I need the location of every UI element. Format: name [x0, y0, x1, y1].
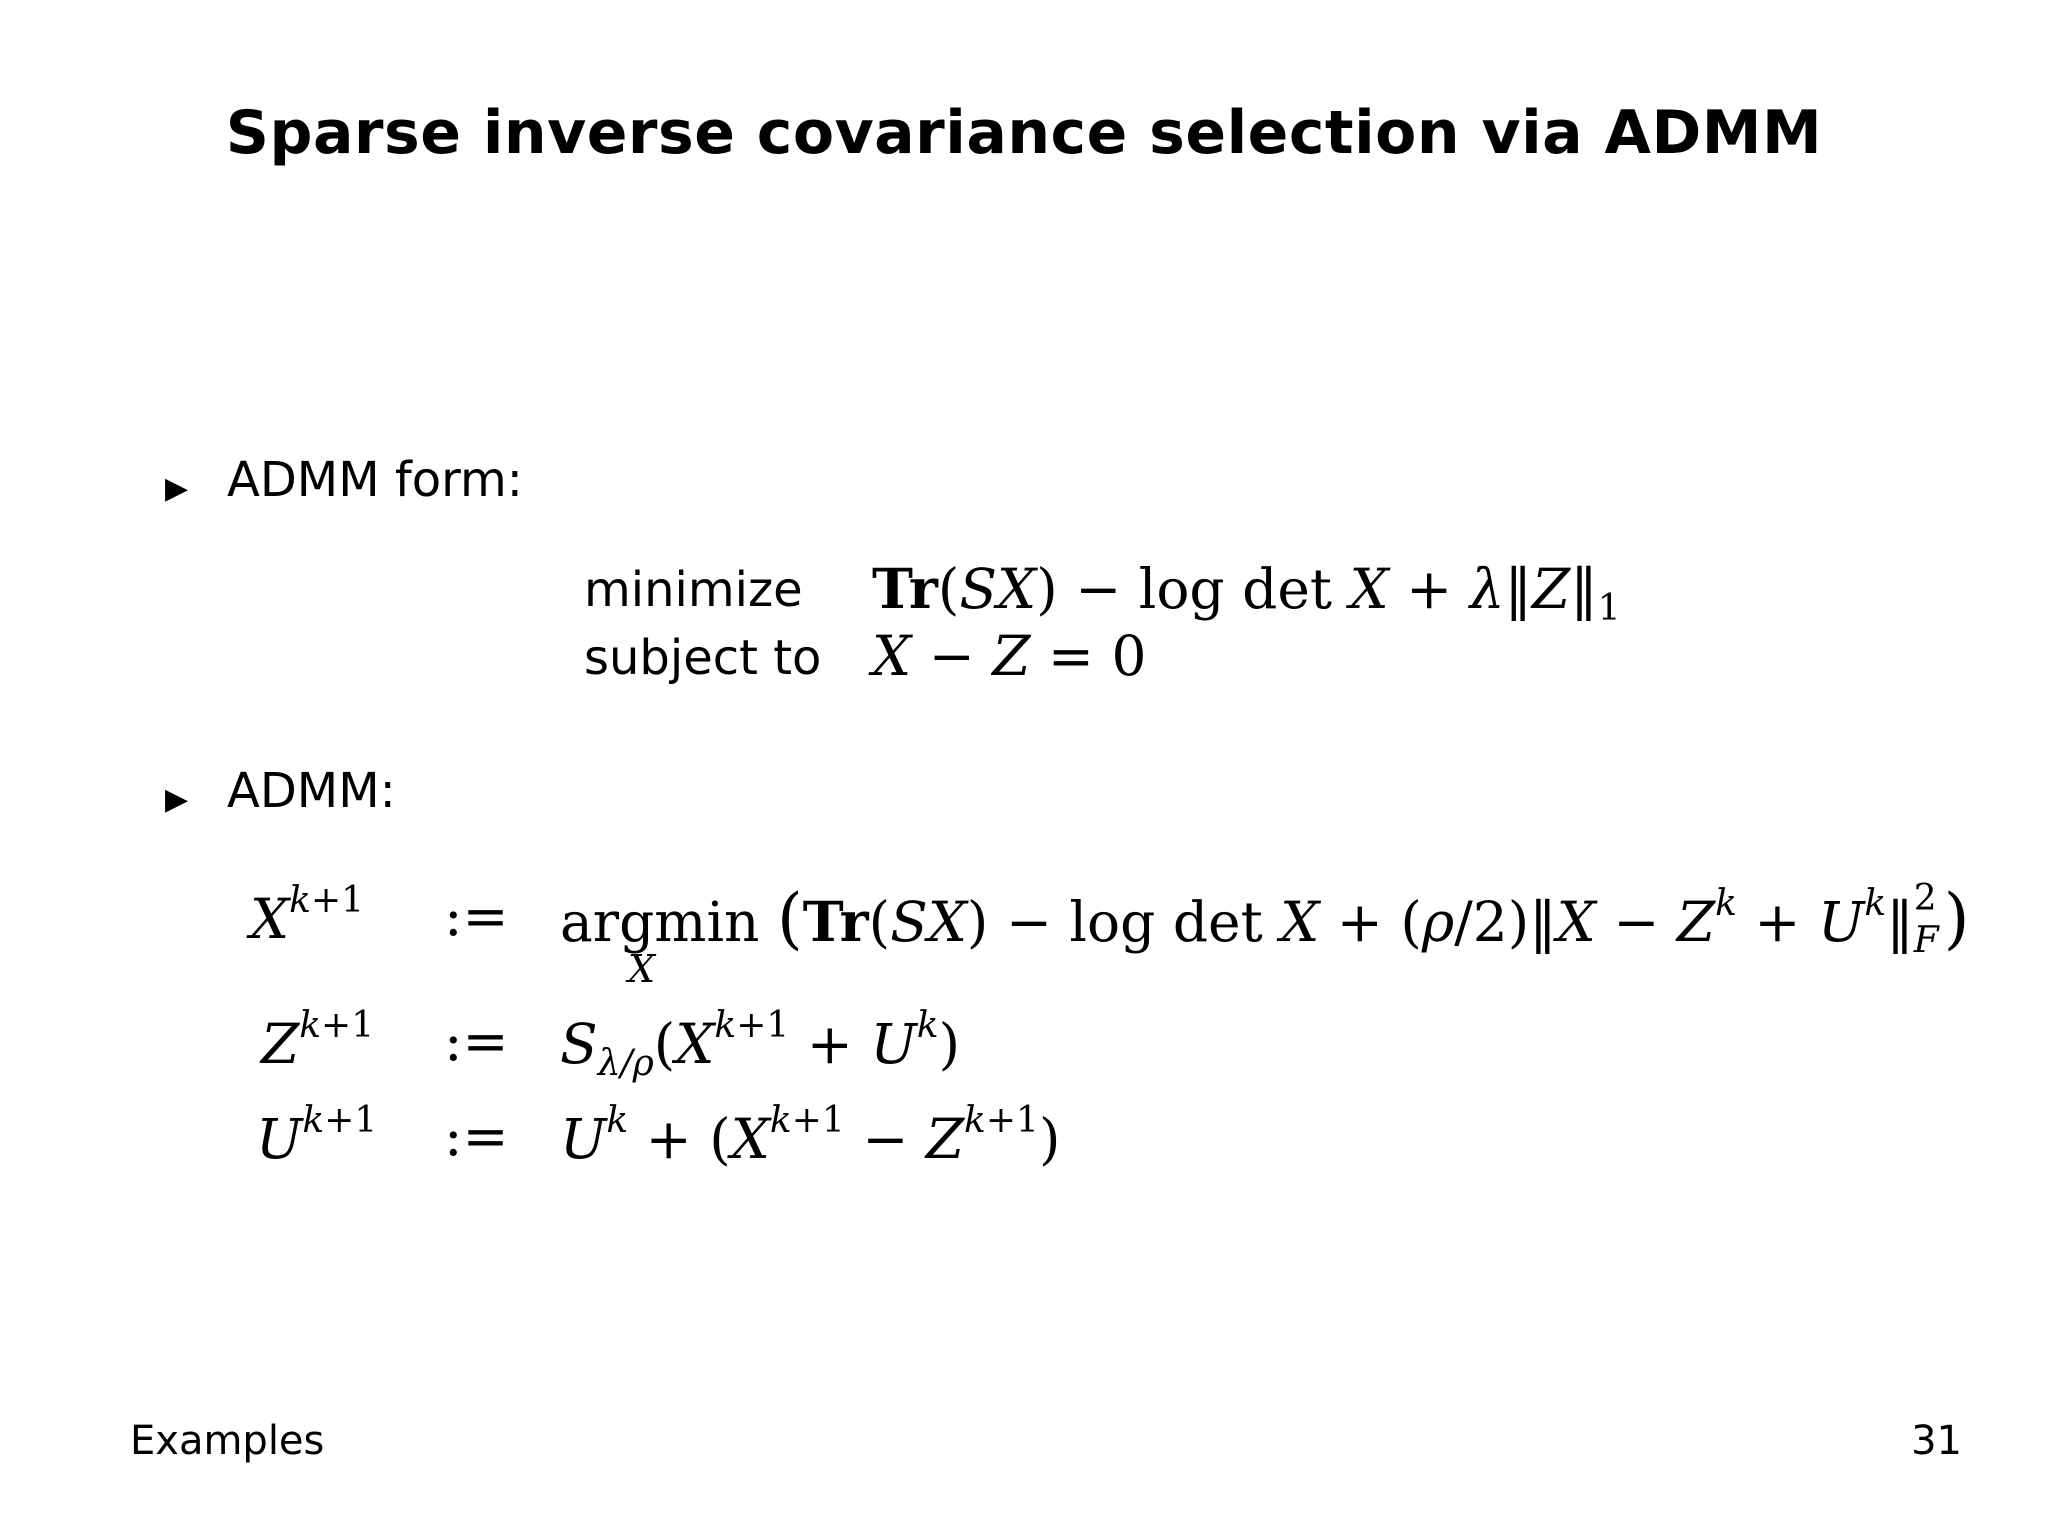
bullet-admm-form: ADMM form: — [227, 452, 523, 508]
minimize-label: minimize — [584, 562, 803, 618]
slide-title: Sparse inverse covariance selection via ADMM — [225, 98, 1823, 168]
assign-operator: := — [444, 1104, 509, 1168]
constraint-expression: X − Z = 0 — [872, 624, 1147, 688]
z-update-rhs: $S_{\lambda/\rho}(X^{k+1} + U^k)$ — [560, 1005, 961, 1084]
assign-operator: := — [444, 884, 509, 948]
objective-expression: $Tr(SX) - \log \det X + \lambda‖Z‖_1$ — [872, 556, 1621, 629]
page-number: 31 — [1911, 1418, 1962, 1464]
footer-section: Examples — [130, 1418, 325, 1464]
z-update-lhs: $Z^{k+1}$ — [261, 1005, 375, 1076]
u-update-lhs: $U^{k+1}$ — [256, 1100, 378, 1171]
bullet-admm: ADMM: — [227, 763, 396, 819]
assign-operator: := — [444, 1009, 509, 1073]
bullet-arrow-icon: ▶ — [165, 782, 189, 817]
subject-to-label: subject to — [584, 630, 822, 686]
bullet-arrow-icon: ▶ — [165, 471, 189, 506]
x-update-lhs: $X^{k+1}$ — [250, 880, 365, 951]
u-update-rhs: $U^k + (X^{k+1} - Z^{k+1})$ — [560, 1100, 1061, 1171]
x-update-rhs: argmin (Tr(SX) − log det X + (ρ/2)‖X − $Z^k$ + $U^k‖$ 2 F ) — [560, 878, 1970, 961]
argmin-subscript: X — [628, 947, 656, 991]
